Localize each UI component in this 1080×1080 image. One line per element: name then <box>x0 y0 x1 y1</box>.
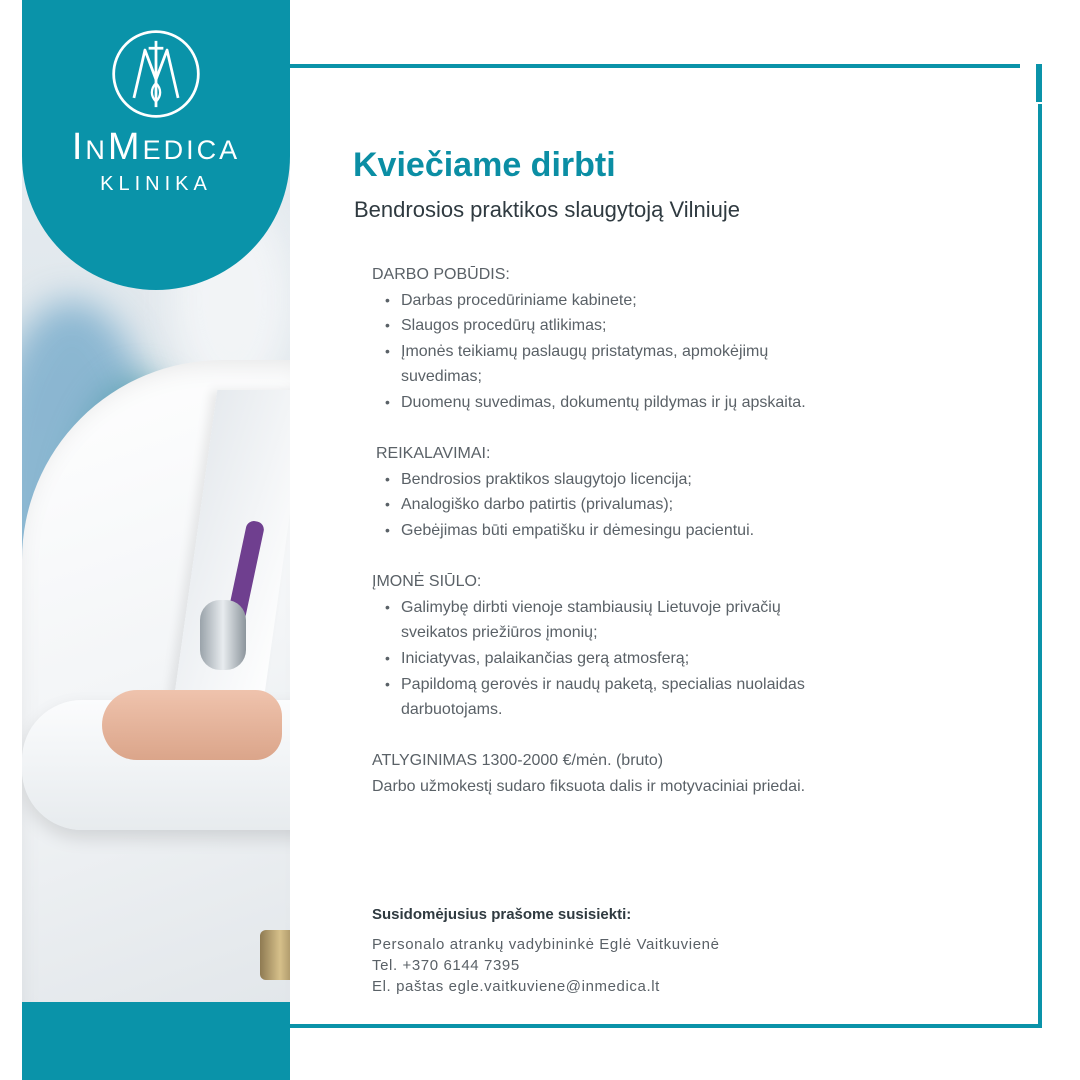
job-details <box>372 262 812 799</box>
accent-block <box>22 1002 290 1080</box>
brand-name: InMedica <box>71 126 241 168</box>
contact-block <box>372 934 720 997</box>
contact-heading: Susidomėjusius prašome susisiekti: <box>372 906 632 923</box>
list-item: • Gebėjimas būti empatišku ir dėmesingu pacientui. <box>372 518 812 544</box>
section-title: REIKALAVIMAI: <box>376 445 491 463</box>
section-requirements <box>372 441 812 543</box>
salary-range: ATLYGINIMAS 1300-2000 €/mėn. (bruto) <box>372 752 664 770</box>
list-item: • Papildomą gerovės ir naudų paketą, specialias nuolaidas darbuotojams. <box>372 672 812 723</box>
inmedica-logo-icon <box>110 28 202 120</box>
list-item: • Analogiško darbo patirtis (privalumas); <box>372 492 812 518</box>
list-item: • Darbas procedūriniame kabinete; <box>372 288 812 314</box>
contact-person: Personalo atrankų vadybininkė Eglė Vaitkuvienė <box>372 936 720 953</box>
contact-phone[interactable]: Tel. +370 6144 7395 <box>372 957 520 974</box>
list-item: • Iniciatyvas, palaikančias gerą atmosferą; <box>372 646 812 672</box>
stethoscope-icon <box>200 600 246 670</box>
section-work-nature <box>372 262 812 416</box>
logo-badge <box>22 0 290 290</box>
frame-corner <box>1036 64 1042 102</box>
brand-subtitle: KLINIKA <box>100 173 212 195</box>
list-item: • Bendrosios praktikos slaugytojo licencija; <box>372 467 812 493</box>
job-subtitle: Bendrosios praktikos slaugytoją Vilniuje <box>354 197 741 222</box>
salary-note: Darbo užmokestį sudaro fiksuota dalis ir motyvaciniai priedai. <box>372 777 806 795</box>
section-title: DARBO POBŪDIS: <box>372 266 510 283</box>
section-offer <box>372 569 812 723</box>
section-title: ĮMONĖ SIŪLO: <box>372 573 482 591</box>
contact-email[interactable]: El. paštas egle.vaitkuviene@inmedica.lt <box>372 978 660 995</box>
page-title: Kviečiame dirbti <box>353 146 616 184</box>
list-item: • Slaugos procedūrų atlikimas; <box>372 313 812 339</box>
list-item: • Įmonės teikiamų paslaugų pristatymas, apmokėjimų suvedimas; <box>372 339 812 390</box>
salary-info <box>372 748 812 799</box>
list-item: • Galimybę dirbti vienoje stambiausių Lietuvoje privačių sveikatos priežiūros įmonių; <box>372 595 812 646</box>
list-item: • Duomenų suvedimas, dokumentų pildymas ir jų apskaita. <box>372 390 812 416</box>
